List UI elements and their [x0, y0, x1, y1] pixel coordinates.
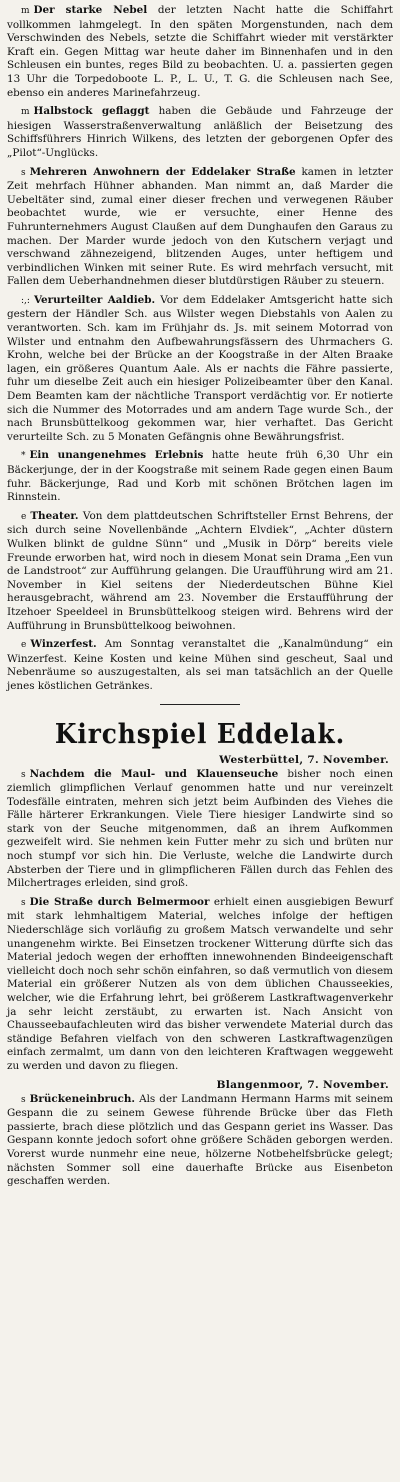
article-bridge-collapse	[7, 1093, 393, 1189]
article-baker-boy	[7, 449, 393, 504]
article-body: hatte heute früh 6,30 Uhr ein Bäckerjunge, der in der Koogstraße mit seinem Rade gegen einen Baum fuhr. Bäckerjunge, Rad und Korb mit schönen Brötchen lagen im Rinnstein.	[7, 449, 394, 504]
article-marker: m	[21, 6, 30, 16]
article-theater	[7, 510, 393, 633]
article-marker: e	[21, 640, 27, 651]
article-headline: Mehreren Anwohnern der Eddelaker Straße	[29, 165, 296, 178]
article-body: Am Sonntag veranstaltet die „Kanalmündung“ ein Winzerfest. Keine Kosten und keine Mühen sind gescheut, Saal und Nebenräume so auszugestalten, als sei man tatsächlich an der Quelle jenes köstlichen Getränkes.	[7, 638, 393, 692]
article-headline: Halbstock geflaggt	[33, 105, 150, 118]
article-body: haben die Gebäude und Fahrzeuge der hiesigen Wasserstraßenverwaltung anläßlich der Beisetzung des Schiffsführers Hinrich Wilkens, des letzten der geborgenen Opfer des „Pilot“-Unglücks.	[7, 105, 393, 159]
article-road-belmermoor	[7, 896, 393, 1074]
article-marker: s	[21, 167, 26, 178]
article-headline: Theater.	[30, 509, 79, 522]
article-headline: Nachdem die Maul- und Klauenseuche	[29, 767, 279, 780]
article-fog	[7, 4, 393, 100]
article-body: Von dem plattdeutschen Schriftsteller Ernst Behrens, der sich durch seine Novellenbände „Achtern Elvdiek“, „Achter düstern Wulken blinkt de guldne Sünn“ und „Musik in Dörp“ bereits viele Freunde erworben hat, wird noch in diesem Monat sein Drama „Een vun de Landstroot“ zur Aufführung gelangen. Die Uraufführung wird am 21. November in Kiel seitens der Niederdeutschen Bühne Kiel herausgebracht, während am 23. November die Erstaufführung der Itzehoer Speeldeel in Brunsbüttelkoog steigen wird. Behrens wird der Aufführung in Brunsbüttelkoog beiwohnen.	[7, 509, 393, 632]
dateline-westerbuettel: Westerbüttel, 7. November.	[219, 753, 389, 766]
article-body: erhielt einen ausgiebigen Bewurf mit stark lehmhaltigem Material, welches infolge der heftigen Niederschläge sich vorläufig zu großem Matsch verwandelte und sehr unangenehm wirkte. Bei Einsetzen trockener Witterung dürfte sich das Material jedoch wegen der erhofften innewohnenden Bindeeigenschaft vielleicht doch noch sehr schön einfahren, so daß vermutlich von diesem Material ein größerer Nutzen als von dem üblichen Chausseekies, welcher, wie die Erfahrung lehrt, bei größerem Lastkraftwagenverkehr ja sehr leicht zerstäubt, zu erwarten ist. Nach Ansicht von Chausseebaufachleuten wird das bisher verwendete Material durch das ständige Befahren vielfach von den schweren Lastkraftwagenzügen einfach zermalmt, um dann von den leichteren Kraftwagen weggeweht zu werden und davon zu fliegen.	[7, 895, 393, 1072]
article-marker: *	[21, 451, 26, 462]
article-headline: Brückeneinbruch.	[29, 1092, 136, 1105]
article-headline: Ein unangenehmes Erlebnis	[29, 449, 204, 462]
section-title: Kirchspiel Eddelak.	[54, 718, 346, 750]
article-headline: Der starke Nebel	[33, 4, 148, 16]
article-body: kamen in letzter Zeit mehrfach Hühner abhanden. Man nimmt an, daß Marder die Uebeltäter sind, zumal einer dieser frechen und verwegenen Räuber beobachtet wurde, wie er versuchte, einer Henne des Fuhrunternehmers August Claußen auf dem Dunghaufen den Garaus zu machen. Der Marder wurde jedoch von den Kutschern verjagt und verschwand zähnezeigend, blitzenden Auges, unter heftigem und verbindlichen Winken mit seiner Rute. Es wird mehrfach versucht, mit Fallen dem Ueberhandnehmen dieser blutdürstigen Räuber zu steuern.	[7, 165, 393, 288]
section-divider	[160, 704, 240, 705]
article-flag	[7, 105, 393, 160]
article-marker: e	[21, 511, 27, 522]
dateline-blangenmoor: Blangenmoor, 7. November.	[216, 1078, 389, 1091]
article-marker: m	[21, 107, 30, 118]
article-marker: s	[21, 897, 26, 908]
article-wine-festival	[7, 638, 393, 693]
article-body: Vor dem Eddelaker Amtsgericht hatte sich gestern der Händler Sch. aus Wilster wegen Diebstahls von Aalen zu verantworten. Sch. kam im Frühjahr ds. Js. mit seinem Motorrad von Wilster und entnahm den Aufbewahrungsfässern des Uhrmachers G. Krohn, welche bei der Brücke an der Koogstraße in der Alten Braake lagen, ein größeres Quantum Aale. Als er nachts die Fähre passierte, fuhr um dieselbe Zeit auch ein hiesiger Polizeibeamter über den Kanal. Dem Beamten kam der nächtliche Transport verdächtig vor. Er notierte sich die Nummer des Motorrades und am andern Tage wurde Sch., der nach Brunsbüttelkoog gekommen war, hier verhaftet. Das Gericht verurteilte Sch. zu 5 Monaten Gefängnis ohne Bewährungsfrist.	[7, 293, 393, 443]
article-marker: s	[21, 1094, 26, 1105]
article-body: bisher noch einen ziemlich glimpflichen Verlauf genommen hatte und nur vereinzelt Todesfälle eintraten, mehren sich jetzt beim Aufbinden des Viehes die Fälle härterer Erkrankungen. Viele Tiere hiesiger Landwirte sind so stark von der Seuche mitgenommen, daß an ihrem Aufkommen gezweifelt wird. Sie nehmen kein Futter mehr zu sich und brüten nur noch stumpf vor sich hin. Die Verluste, welche die Landwirte durch Absterben der Tiere und in glimpflicheren Fällen durch das Fehlen des Milchertrages erleiden, sind groß.	[7, 767, 394, 890]
article-eel-thief	[7, 294, 393, 445]
article-marker: :,:	[21, 295, 30, 306]
article-headline: Die Straße durch Belmermoor	[29, 895, 210, 908]
article-marker: s	[21, 769, 26, 780]
article-foot-and-mouth	[7, 768, 393, 891]
article-marten	[7, 166, 393, 289]
article-headline: Winzerfest.	[30, 638, 97, 651]
article-headline: Verurteilter Aaldieb.	[33, 293, 156, 306]
article-body: der letzten Nacht hatte die Schiffahrt vollkommen lahmgelegt. In den späten Morgenstunden, nach dem Verschwinden des Nebels, setzte die Schiffahrt wieder mit verstärkter Kraft ein. Gegen Mittag war heute daher im Binnenhafen und in den Schleusen ein buntes, reges Bild zu beobachten. U. a. passierten gegen 13 Uhr die Torpedoboote L. P., L. U., T. G. die Schleusen nach See, ebenso ein anderes Marinefahrzeug.	[7, 4, 393, 99]
article-body: Als der Landmann Hermann Harms mit seinem Gespann die zu seinem Gewese führende Brücke über das Fleth passierte, brach diese plötzlich und das Gespann geriet ins Wasser. Das Gespann konnte jedoch sofort ohne größere Schäden geborgen werden. Vorerst wurde nunmehr eine neue, hölzerne Notbehelfsbrücke gelegt; nächsten Sommer soll eine dauerhafte Brücke aus Eisenbeton geschaffen werden.	[7, 1092, 393, 1188]
